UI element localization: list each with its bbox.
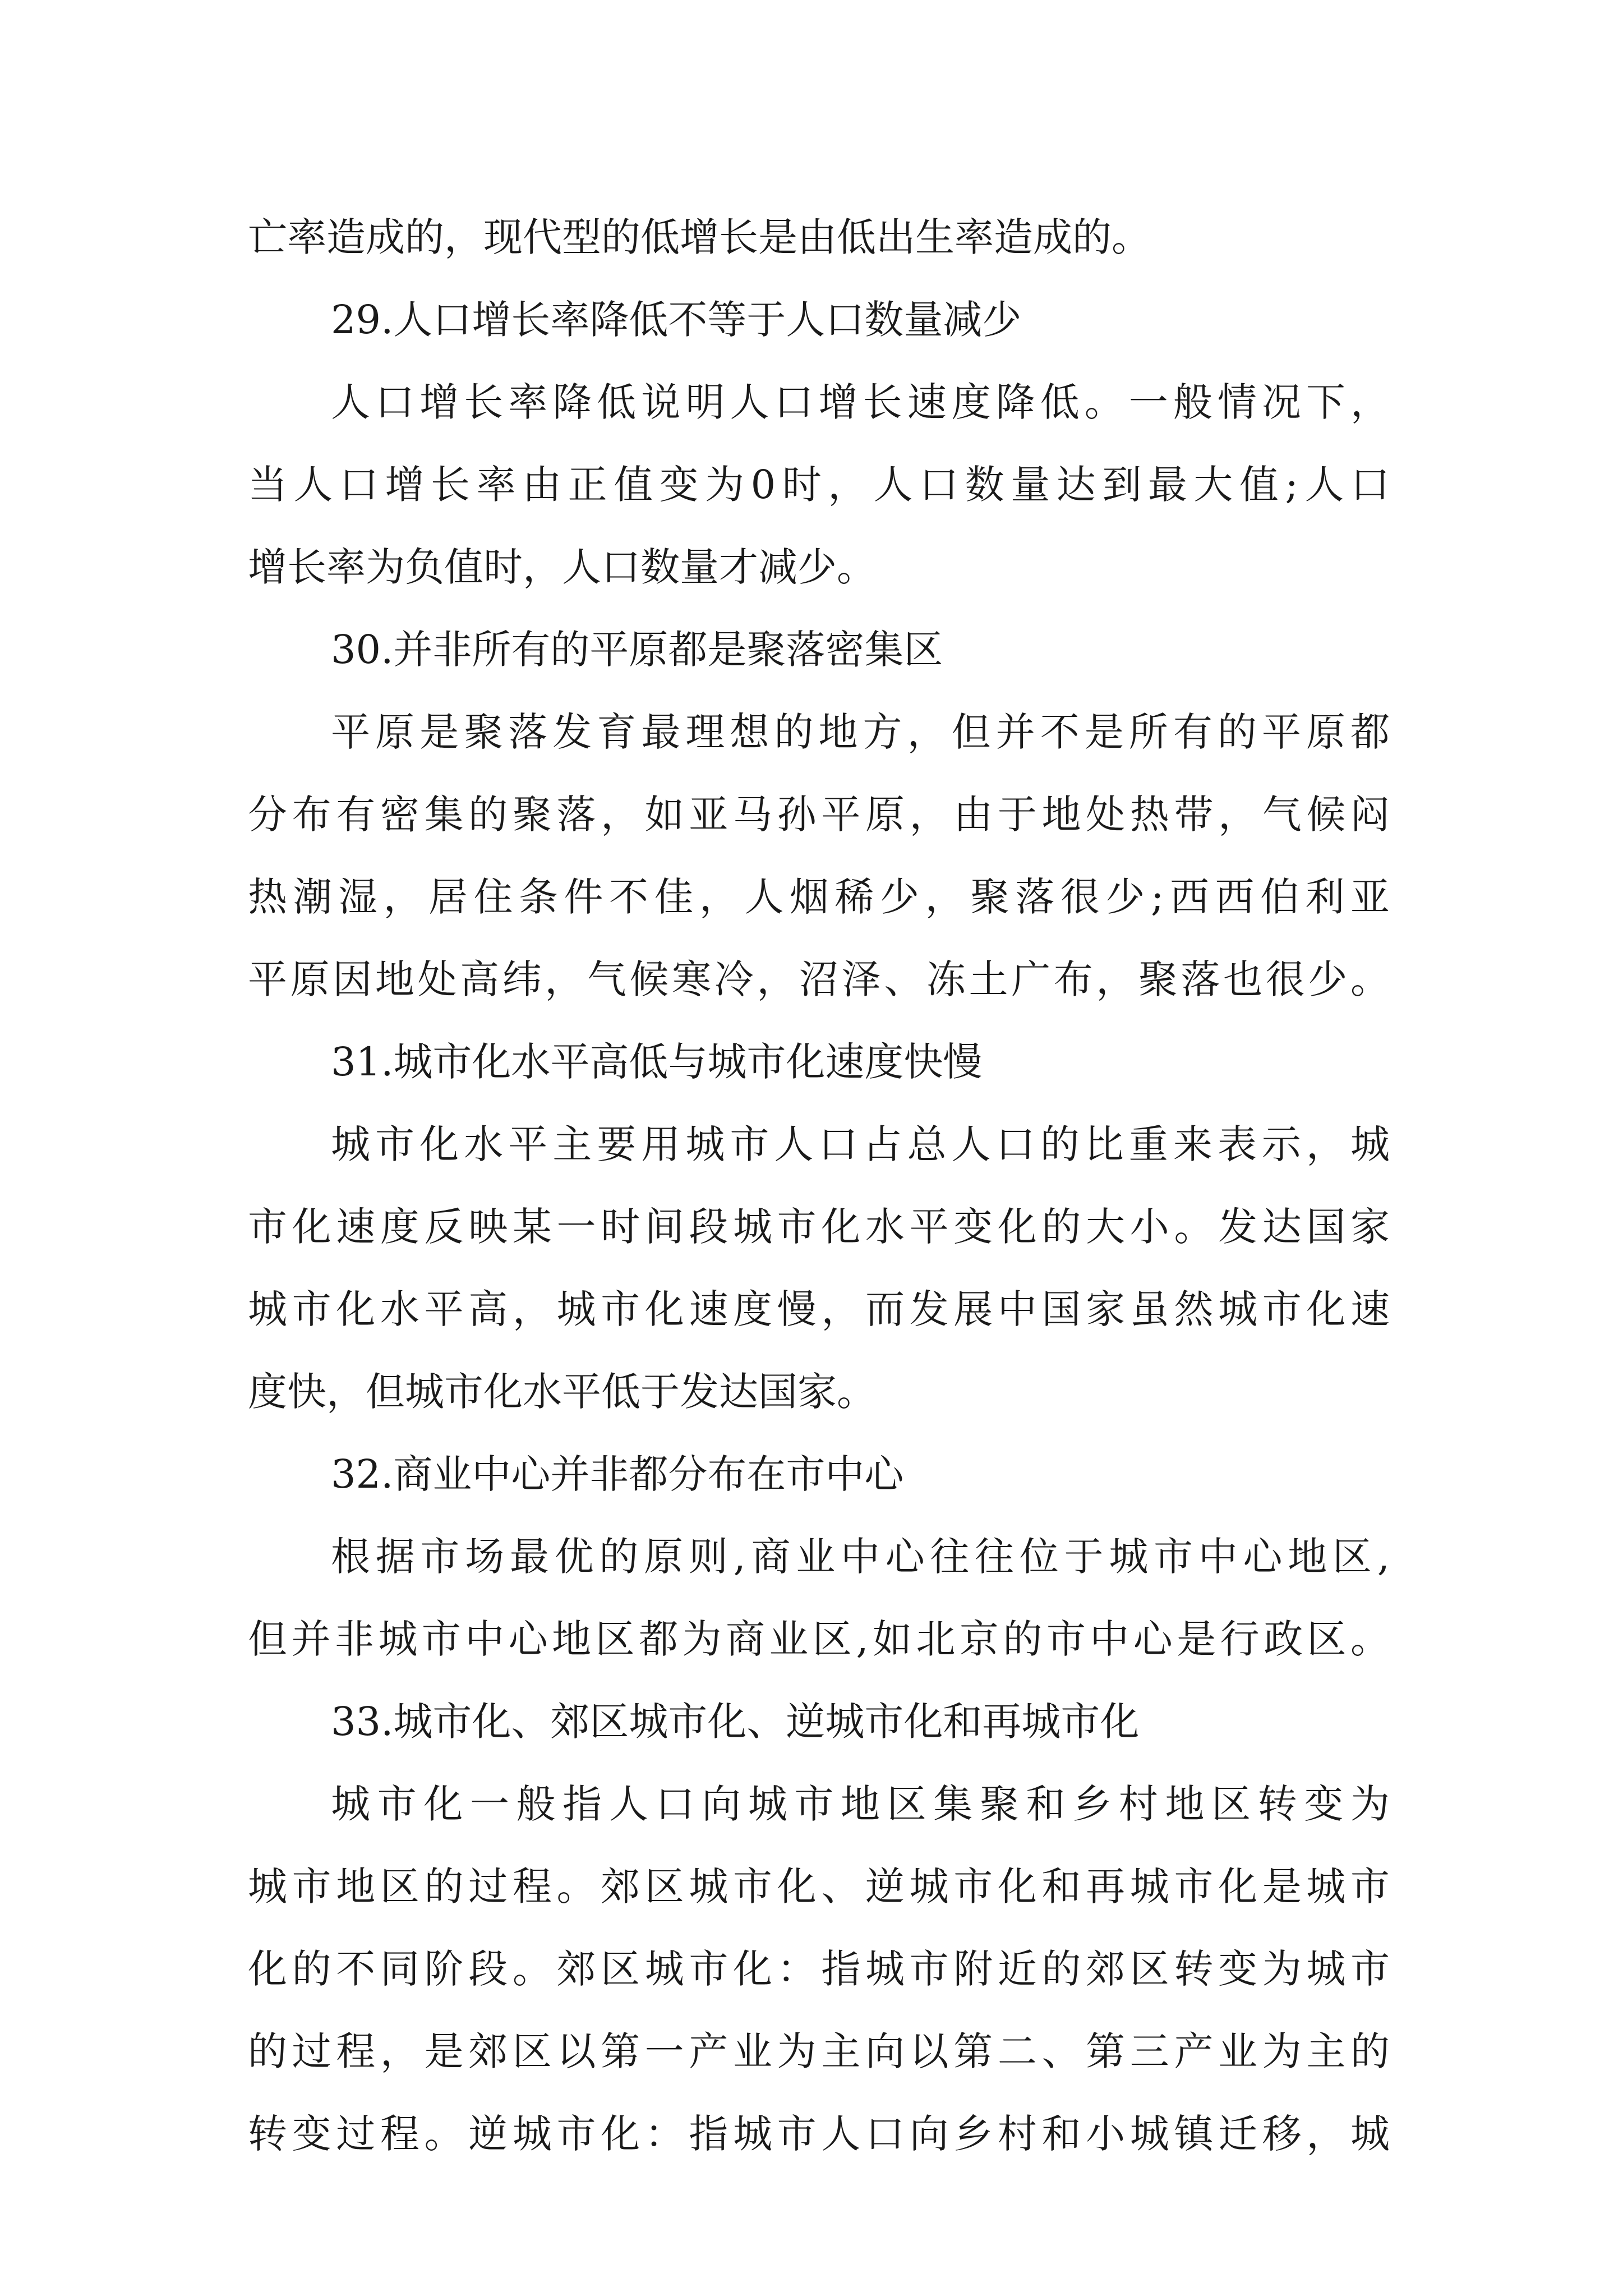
text-line: 平原是聚落发育最理想的地方，但并不是所有的平原都 bbox=[331, 709, 1390, 755]
section-heading-31: 31.城市化水平高低与城市化速度快慢 bbox=[331, 1039, 983, 1085]
text-line: 根据市场最优的原则,商业中心往往位于城市中心地区, bbox=[331, 1534, 1390, 1580]
text-line: 度快，但城市化水平低于发达国家。 bbox=[248, 1369, 876, 1415]
section-heading-30: 30.并非所有的平原都是聚落密集区 bbox=[331, 627, 943, 673]
text-line: 增长率为负值时，人口数量才减少。 bbox=[248, 544, 876, 590]
text-line: 城市化水平主要用城市人口占总人口的比重来表示，城 bbox=[331, 1121, 1390, 1167]
text-line: 亡率造成的，现代型的低增长是由低出生率造成的。 bbox=[248, 214, 1151, 260]
text-line: 人口增长率降低说明人口增长速度降低。一般情况下， bbox=[331, 379, 1390, 425]
text-line: 化的不同阶段。郊区城市化：指城市附近的郊区转变为城市 bbox=[248, 1946, 1390, 1992]
text-line: 市化速度反映某一时间段城市化水平变化的大小。发达国家 bbox=[248, 1204, 1390, 1250]
text-line: 城市化水平高，城市化速度慢，而发展中国家虽然城市化速 bbox=[248, 1286, 1390, 1332]
text-line: 城市化一般指人口向城市地区集聚和乡村地区转变为 bbox=[331, 1781, 1390, 1827]
text-line: 平原因地处高纬，气候寒冷，沼泽、冻土广布，聚落也很少。 bbox=[248, 956, 1390, 1002]
section-heading-29: 29.人口增长率降低不等于人口数量减少 bbox=[331, 297, 1022, 343]
text-line: 当人口增长率由正值变为0时，人口数量达到最大值;人口 bbox=[248, 462, 1390, 508]
section-heading-32: 32.商业中心并非都分布在市中心 bbox=[331, 1451, 904, 1497]
text-line: 分布有密集的聚落，如亚马孙平原，由于地处热带，气候闷 bbox=[248, 792, 1390, 838]
text-line: 的过程，是郊区以第一产业为主向以第二、第三产业为主的 bbox=[248, 2028, 1390, 2074]
text-line: 城市地区的过程。郊区城市化、逆城市化和再城市化是城市 bbox=[248, 1864, 1390, 1910]
section-heading-33: 33.城市化、郊区城市化、逆城市化和再城市化 bbox=[331, 1699, 1140, 1745]
text-line: 但并非城市中心地区都为商业区,如北京的市中心是行政区。 bbox=[248, 1616, 1390, 1662]
text-line: 转变过程。逆城市化：指城市人口向乡村和小城镇迁移，城 bbox=[248, 2111, 1390, 2157]
text-line: 热潮湿，居住条件不佳，人烟稀少，聚落很少;西西伯利亚 bbox=[248, 874, 1390, 920]
